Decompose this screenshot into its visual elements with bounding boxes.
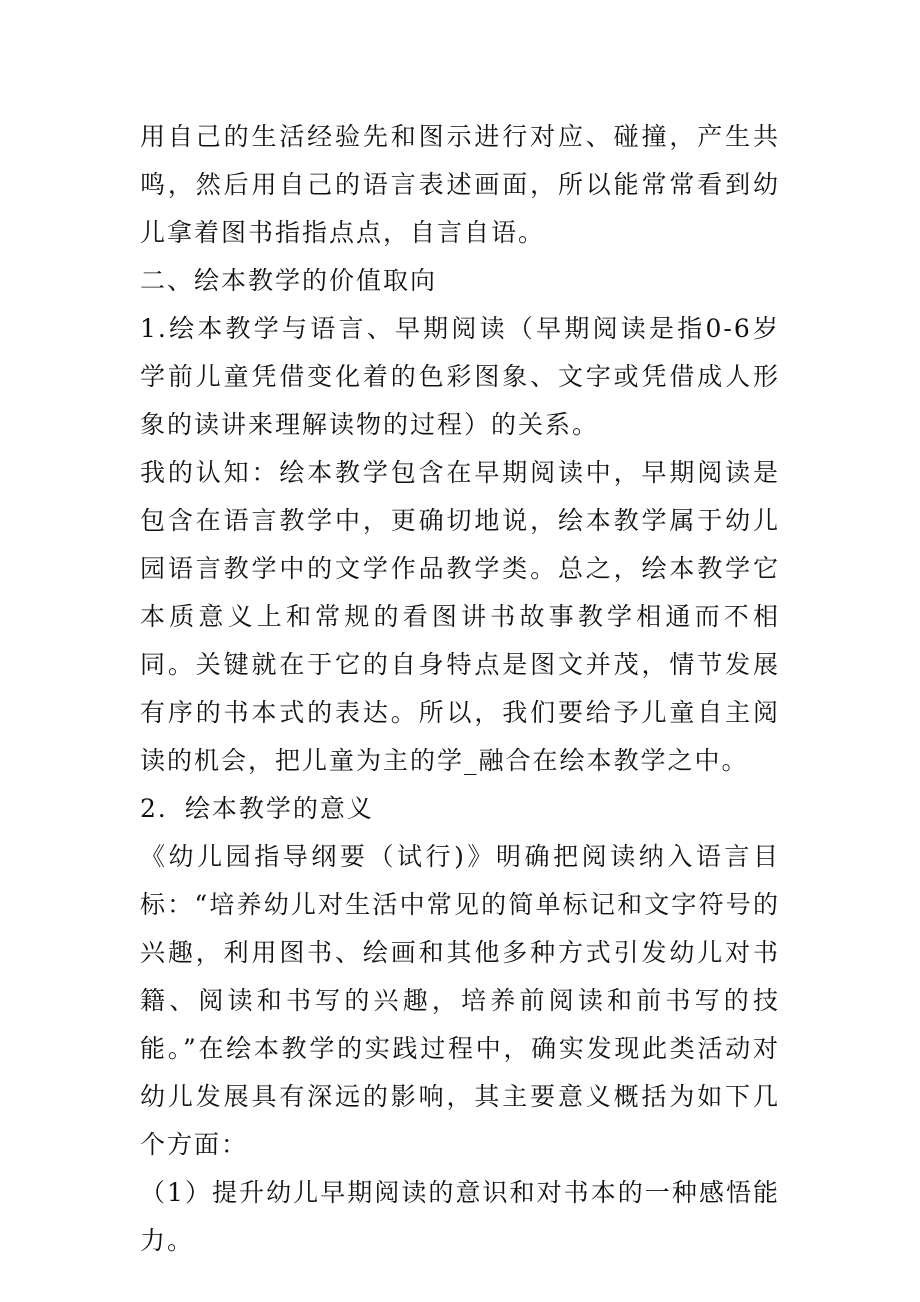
- section-heading-value-orientation: 二、绘本教学的价值取向: [140, 266, 438, 295]
- paragraph-my-understanding: 我的认知：绘本教学包含在早期阅读中，早期阅读是包含在语言教学中，更确切地说，绘本教学属于幼儿园语言教学中的文学作品教学类。总之，绘本教学它本质意义上和常规的看图讲书故事教学相通而不相同。关键就在于它的自身特点是图文并茂，情节发展有序的书本式的表达。所以，我们要给予儿童自主阅读的机会，把儿童为主的学_融合在绘本教学之中。: [140, 458, 780, 775]
- document-body: [140, 113, 780, 1265]
- paragraph-guidelines-quote: 《幼儿园指导纲要（试行)》明确把阅读纳入语言目标：“培养幼儿对生活中常见的简单标记和文字符号的兴趣，利用图书、绘画和其他多种方式引发幼儿对书籍、阅读和书写的兴趣，培养前阅读和前书写的技能。”在绘本教学的实践过程中，确实发现此类活动对幼儿发展具有深远的影响，其主要意义概括为如下几个方面：: [140, 842, 780, 1159]
- paragraph-picture-book-and-language: 1.绘本教学与语言、早期阅读（早期阅读是指0-6岁学前儿童凭借变化着的色彩图象、文字或凭借成人形象的读讲来理解读物的过程）的关系。: [140, 314, 780, 439]
- subheading-significance: 2．绘本教学的意义: [140, 794, 374, 823]
- paragraph-point-one: （1）提升幼儿早期阅读的意识和对书本的一种感悟能力。: [140, 1178, 780, 1255]
- paragraph-intro-continuation: 用自己的生活经验先和图示进行对应、碰撞，产生共鸣，然后用自己的语言表述画面，所以能常常看到幼儿拿着图书指指点点，自言自语。: [140, 122, 780, 247]
